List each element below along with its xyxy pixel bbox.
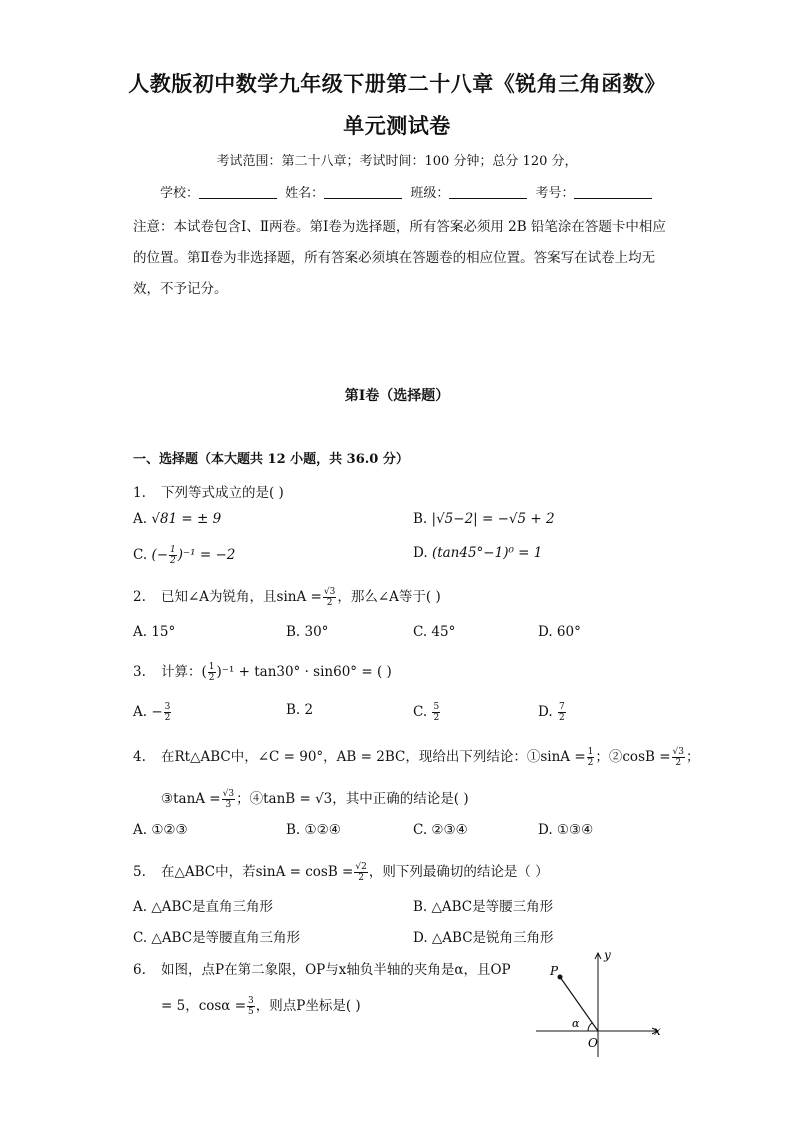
id-label: 考号： (535, 186, 575, 201)
part-title: 一、选择题（本大题共 12 小题，共 36.0 分） (133, 452, 409, 467)
q5-option-c[interactable]: C. △ABC是等腰直角三角形 (133, 930, 301, 946)
question-2: 2. 已知∠A为锐角，且sinA = $\frac{√3}{2}$ ，那么∠A等于( ) (133, 587, 441, 608)
section-title: 第Ⅰ卷（选择题） (344, 388, 450, 404)
q1-option-a[interactable]: A. √81 = ± 9 (133, 511, 222, 527)
q4-option-a[interactable]: A. ①②③ (133, 822, 188, 838)
q4-option-c[interactable]: C. ②③④ (413, 822, 468, 838)
question-1 (133, 481, 284, 501)
angle-arc (588, 1023, 592, 1031)
q2-option-c[interactable]: C. 45° (413, 624, 456, 640)
q2-option-b[interactable]: B. 30° (286, 624, 329, 640)
coordinate-figure (530, 945, 670, 1065)
id-field[interactable] (574, 186, 652, 199)
q2-option-a[interactable]: A. 15° (133, 624, 176, 640)
q3-option-b[interactable]: B. 2 (286, 702, 314, 718)
question-number: 1. (133, 485, 146, 501)
school-field[interactable] (199, 186, 277, 199)
label-p: P (550, 964, 559, 978)
point-p (558, 975, 563, 980)
label-o: O (588, 1036, 598, 1050)
q3-option-c[interactable]: C. $\frac{5}{2}$ (413, 702, 440, 723)
class-field[interactable] (449, 186, 527, 199)
class-label: 班级： (410, 186, 450, 201)
q3-option-d[interactable]: D. $\frac{7}{2}$ (538, 702, 565, 723)
question-5: 5. 在△ABC中，若sinA = cosB = $\frac{√2}{2}$ ，则下列最确切的结论是（ ） (133, 862, 549, 883)
question-6-line2: = 5，cosα = $\frac{3}{5}$ ，则点P坐标是( ) (161, 996, 361, 1017)
question-4: 4. 在Rt△ABC中，∠C = 90°，AB = 2BC，现给出下列结论：①sinA = $\frac{1}{2}$ ；②cosB = $\frac{√3}{2}$ ； (133, 747, 700, 768)
q4-option-d[interactable]: D. ①③④ (538, 822, 594, 838)
exam-title-line1: 人教版初中数学九年级下册第二十八章《锐角三角函数》 (128, 71, 666, 96)
q4-option-b[interactable]: B. ①②④ (286, 822, 341, 838)
exam-title-line2: 单元测试卷 (343, 113, 451, 138)
question-text: 下列等式成立的是( ) (161, 485, 284, 501)
name-field[interactable] (324, 186, 402, 199)
question-3: 3. 计算：( $\frac{1}{2}$ )⁻¹ + tan30° · sin60° = ( ) (133, 662, 392, 683)
label-alpha: α (572, 1017, 580, 1030)
label-y: y (604, 948, 611, 962)
student-info-row (160, 182, 656, 201)
school-label: 学校： (160, 186, 200, 201)
q5-option-a[interactable]: A. △ABC是直角三角形 (133, 899, 273, 915)
question-4-line2: ③tanA = $\frac{√3}{3}$ ；④tanB = √3，其中正确的结论是( ) (161, 789, 469, 810)
name-label: 姓名： (285, 186, 325, 201)
q2-option-d[interactable]: D. 60° (538, 624, 581, 640)
q1-option-d[interactable]: D. (tan45°−1)⁰ = 1 (413, 545, 543, 561)
question-6: 6. 如图，点P在第二象限，OP与x轴负半轴的夹角是α，且OP (133, 962, 511, 978)
label-x: x (654, 1024, 661, 1038)
exam-notice: 注意：本试卷包含Ⅰ、Ⅱ两卷。第Ⅰ卷为选择题，所有答案必须用 2B 铅笔涂在答题卡中相应的位置。第Ⅱ卷为非选择题，所有答案必须填在答题卷的相应位置。答案写在试卷上均无效，不予记分。 (133, 219, 666, 297)
q5-option-d[interactable]: D. △ABC是锐角三角形 (413, 930, 554, 946)
q5-option-b[interactable]: B. △ABC是等腰三角形 (413, 899, 554, 915)
q3-option-a[interactable]: A. − $\frac{3}{2}$ (133, 702, 171, 723)
q1-option-b[interactable]: B. |√5−2| = −√5 + 2 (413, 511, 555, 527)
exam-meta: 考试范围：第二十八章；考试时间：100 分钟；总分 120 分， (216, 154, 578, 169)
q1-option-c[interactable]: C. (− $\frac{1}{2}$ )⁻¹ = −2 (133, 545, 236, 566)
